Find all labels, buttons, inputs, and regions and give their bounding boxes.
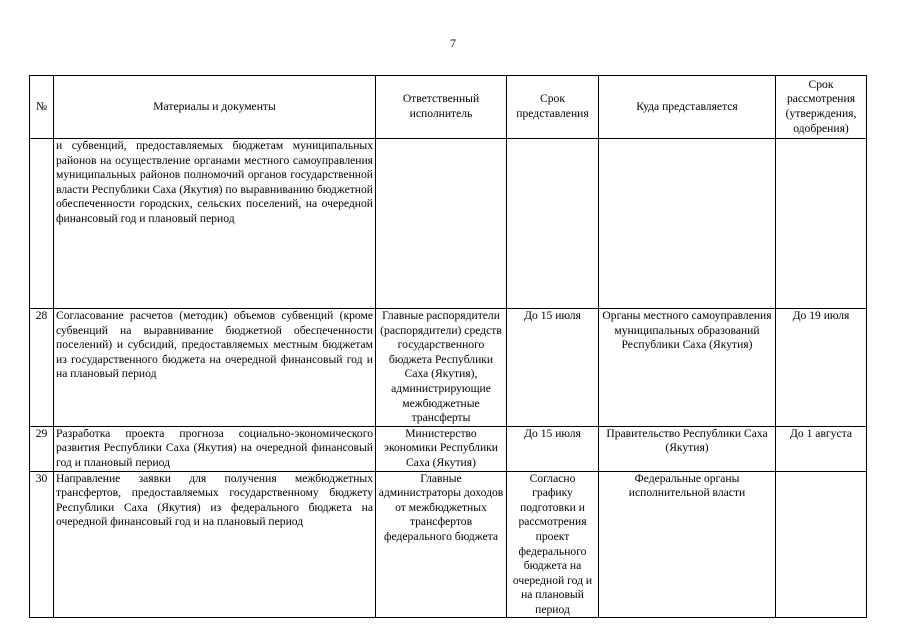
row-number: 29 (30, 426, 54, 471)
row-responsible (376, 139, 507, 309)
row-destination: Правительство Республики Саха (Якутия) (599, 426, 776, 471)
row-term: До 15 июля (507, 426, 599, 471)
row-review-term: До 19 июля (776, 309, 867, 427)
row-review-term (776, 471, 867, 618)
budget-schedule-table (29, 75, 867, 618)
header-term: Срок представления (507, 76, 599, 139)
table-row (30, 309, 867, 427)
header-review-term: Срок рассмотрения (утверждения, одобрения) (776, 76, 867, 139)
row-material: Разработка проекта прогноза социально-экономического развития Республики Саха (Якутия) на очередной финансовый год и плановый период (54, 426, 376, 471)
row-material: Согласование расчетов (методик) объемов субвенций (кроме субвенций на выравнивание бюджетной обеспеченности поселений) и субсидий, предоставляемых местным бюджетам из государственного бюджета на очередной финансовый год и на плановый период (54, 309, 376, 427)
row-material: Направление заявки для получения межбюджетных трансфертов, предоставляемых государственному бюджету Республики Саха (Якутия) из федерального бюджета на очередной финансовый год и на плановый период (54, 471, 376, 618)
row-term: Согласно графику подготовки и рассмотрения проект федерального бюджета на очередной год и на плановый период (507, 471, 599, 618)
row-responsible: Главные распорядители (распорядители) средств государственного бюджета Республики Саха (Якутия), администрирующие межбюджетные трансферты (376, 309, 507, 427)
header-number: № (30, 76, 54, 139)
header-destination: Куда представляется (599, 76, 776, 139)
table-row (30, 139, 867, 309)
row-number: 28 (30, 309, 54, 427)
row-responsible: Министерство экономики Республики Саха (Якутия) (376, 426, 507, 471)
row-responsible: Главные администраторы доходов от межбюджетных трансфертов федерального бюджета (376, 471, 507, 618)
row-material: и субвенций, предоставляемых бюджетам муниципальных районов на осуществление органами местного самоуправления муниципальных районов полномочий органов государственной власти Республики Саха (Якутия) по выравниванию бюджетной обеспеченности городских, сельских поселений, на очередной финансовый год и плановый период (54, 139, 376, 309)
row-number (30, 139, 54, 309)
row-destination: Федеральные органы исполнительной власти (599, 471, 776, 618)
row-number: 30 (30, 471, 54, 618)
row-review-term (776, 139, 867, 309)
row-term: До 15 июля (507, 309, 599, 427)
row-term (507, 139, 599, 309)
header-responsible: Ответственный исполнитель (376, 76, 507, 139)
table-row (30, 471, 867, 618)
row-destination (599, 139, 776, 309)
table-header-row (30, 76, 867, 139)
row-destination: Органы местного самоуправления муниципальных образований Республики Саха (Якутия) (599, 309, 776, 427)
page-number: 7 (450, 36, 456, 50)
table-row (30, 426, 867, 471)
row-review-term: До 1 августа (776, 426, 867, 471)
header-materials: Материалы и документы (54, 76, 376, 139)
